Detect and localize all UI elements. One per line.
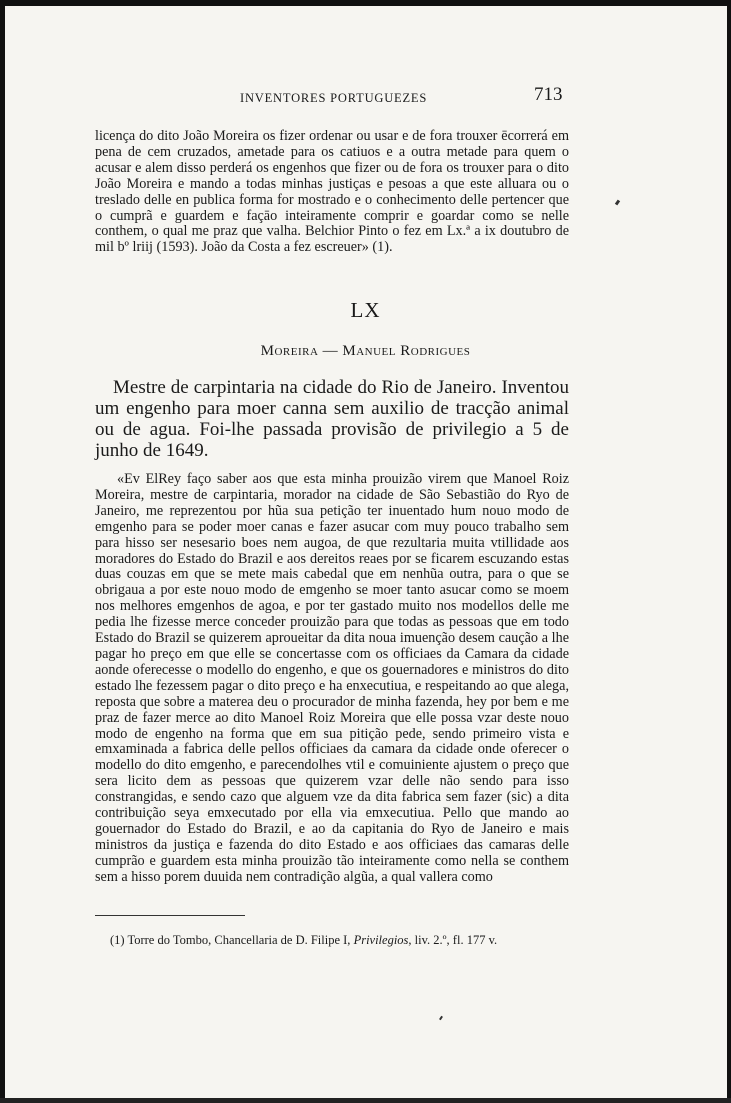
section-heading: Moreira — Manuel Rodrigues (260, 343, 471, 359)
chapter-numeral: LX (350, 298, 381, 322)
footnote-source: (1) Torre do Tombo, Chancellaria de D. Filipe I, (110, 933, 351, 947)
footnote-reference: , liv. 2.º, fl. 177 v. (408, 933, 498, 947)
footnote-title: Privilegios (353, 933, 409, 947)
ink-speck (615, 200, 620, 206)
previous-document-text: licença do dito João Moreira os fizer ordenar ou usar e de fora trouxer ēcorrerá em pena de cem cruzados, ametade para os catiuos e a outra metade para quem o acusar e alem disso perderá os engenhos que fizer ou de fora os trouxer para o dito João Moreira e mando a todas minhas justiças e pesoas a que este alluara ou o treslado delle en publica forma for mostrado e o conhecimento delle pertencer que o cumprã e guardem e façāo inteiramente comprir e goardar como se nelle conthem, o qual me praz que valha. Belchior Pinto o fez em Lx.ª a ix doutubro de mil bº lriij (1593). João da Costa a fez escreuer» (1). (95, 128, 569, 256)
footnote (110, 933, 570, 948)
scan-border-top (0, 0, 731, 6)
footnote-divider (95, 915, 245, 916)
scan-border-bottom (0, 1098, 731, 1103)
page-number: 713 (534, 84, 563, 105)
chapter-summary: Mestre de carpintaria na cidade do Rio de Janeiro. Inventou um engenho para moer canna sem auxilio de tracção animal ou de agua. Foi-lhe passada provisão de privilegio a 5 de junho de 1649. (95, 377, 569, 461)
ink-speck (439, 1016, 443, 1020)
scan-border-right (727, 0, 731, 1103)
scan-border-left (0, 0, 5, 1103)
running-head: INVENTORES PORTUGUEZES (240, 91, 428, 105)
royal-provision-text: «Ev ElRey faço saber aos que esta minha prouizão virem que Manoel Roiz Moreira, mestre de carpintaria, morador na cidade de São Sebastião do Ryo de Janeiro, me reprezentou por hũa sua petição ter inuentado hum nouo modo de emgenho para se poder moer canas e fazer asucar com muy pouco trabalho sem para hisso ser nesesario boes nem augoa, de que rezultaria muita vtillidade aos moradores do Estado do Brazil e aos dereitos reaes por se ficarem escuzando estas duas couzas em que se mete mais cabedal que em nenhũa outra, para o que se obrigaua a por este nouo modo de emgenho se moer tanto asucar como se moem nos melhores emgenhos de agoa, e por ter gastado muito nos modellos delle me pedia lhe fizesse merce conceder prouizão para que todas as pessoas que em todo Estado do Brazil se quizerem aproueitar da dita noua imuenção desem caução a lhe pagar ho preço em que elle se concertasse com os officiaes da Camara da cidade aonde oferecesse o modello do engenho, e que os gouernadores e ministros do dito estado lhe fezessem pagar o dito preço e ha enxecutiua, e respeitando ao que alega, reposta que sobre a materea deu o procurador de minha fazenda, hey por bem e me praz de fazer merce ao dito Manoel Roiz Moreira que elle possa vzar deste nouo modo de engenho na forma que em sua pitição pede, sendo primeiro vista e emxaminada a fabrica delle pellos officiaes da camara da cidade onde oferecer o modello do dito emgenho, e parecendolhes vtil e comuiniente ajustem o preço que sera licito dem as pessoas que quizerem vzar delle não sendo para isso constrangidas, e sendo cazo que alguem vze da dita fabrica sem fazer (sic) a dita contribuição seya emxecutado por ella via emxecutiua. Pello que mando ao gouernador do Estado do Brazil, e ao da capitania do Ryo de Janeiro e mais ministros da justiça e fazenda do dito Estado e aos officiaes das camaras delle cumprão e guardem esta minha prouizão tão inteiramente como nella se conthem sem a hisso porem duuida nem contradição algũa, a qual vallera como (95, 471, 569, 885)
